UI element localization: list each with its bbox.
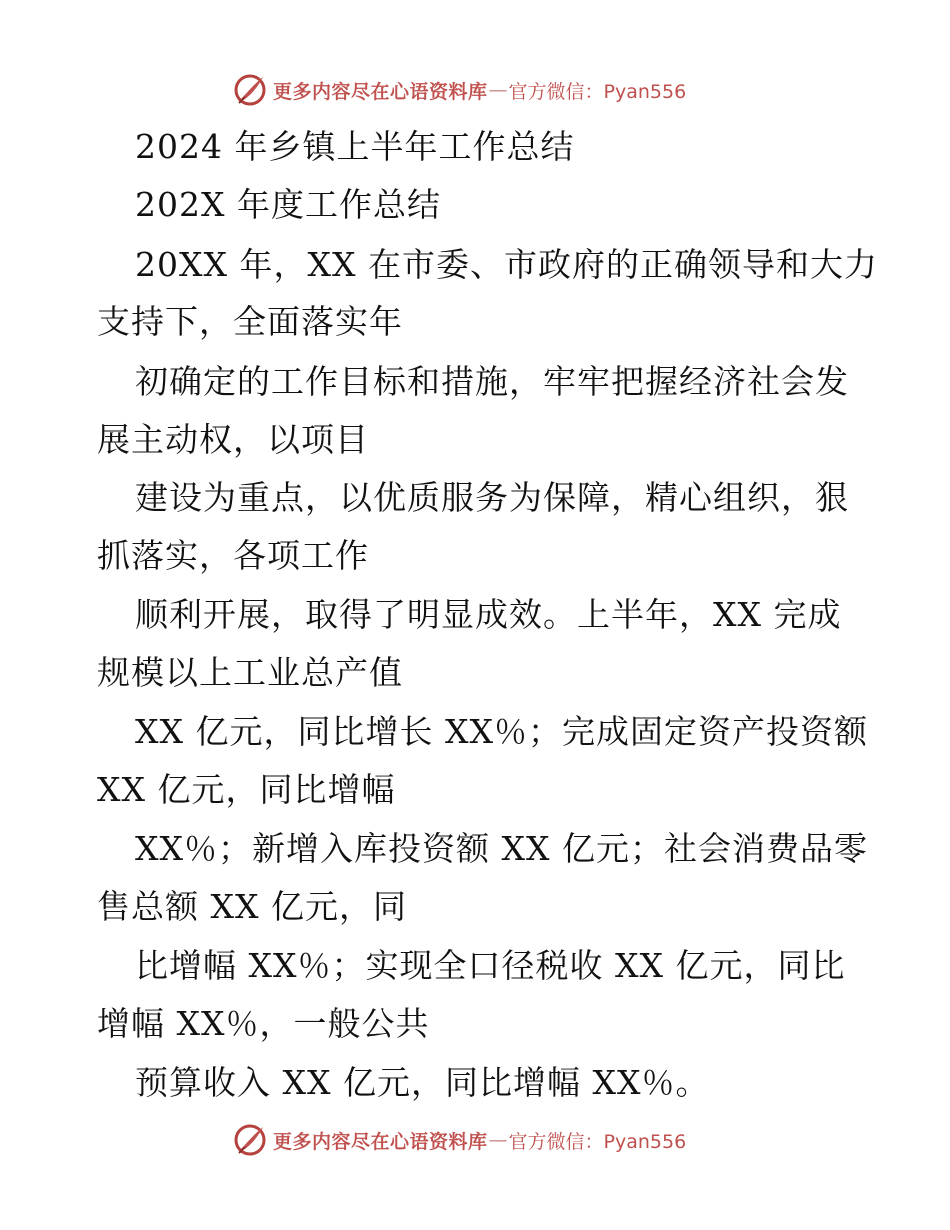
banner-wechat: 官方微信：Pyan556 xyxy=(508,80,687,103)
doc-line: XX 亿元，同比增幅 xyxy=(97,770,396,809)
quill-logo-icon xyxy=(233,73,267,107)
header-banner xyxy=(233,72,686,108)
footer-banner xyxy=(233,1122,686,1158)
quill-logo-icon xyxy=(233,1123,267,1157)
doc-line: 售总额 XX 亿元，同 xyxy=(97,887,407,926)
doc-subtitle: 202X 年度工作总结 xyxy=(135,185,441,224)
doc-line: 比增幅 XX％；实现全口径税收 XX 亿元，同比 xyxy=(135,946,846,985)
doc-line: 建设为重点，以优质服务为保障，精心组织，狠 xyxy=(135,478,849,517)
banner-text: 更多内容尽在心语资料库 xyxy=(273,1130,488,1153)
banner-separator: — xyxy=(488,79,508,101)
doc-line: 规模以上工业总产值 xyxy=(97,653,403,692)
doc-line: XX 亿元，同比增长 XX％；完成固定资产投资额 xyxy=(135,712,868,751)
doc-line: 支持下，全面落实年 xyxy=(97,302,403,341)
doc-line: 20XX 年，XX 在市委、市政府的正确领导和大力 xyxy=(135,245,878,284)
banner-text: 更多内容尽在心语资料库 xyxy=(273,80,488,103)
doc-line: 抓落实，各项工作 xyxy=(97,536,369,575)
banner-wechat: 官方微信：Pyan556 xyxy=(508,1130,687,1153)
doc-line: 初确定的工作目标和措施，牢牢把握经济社会发 xyxy=(135,362,849,401)
doc-title: 2024 年乡镇上半年工作总结 xyxy=(135,127,575,166)
doc-line: 预算收入 XX 亿元，同比增幅 XX％。 xyxy=(135,1063,710,1102)
banner-separator: — xyxy=(488,1129,508,1151)
doc-line: XX％；新增入库投资额 XX 亿元；社会消费品零 xyxy=(135,829,868,868)
doc-line: 展主动权，以项目 xyxy=(97,420,369,459)
doc-line: 增幅 XX％，一般公共 xyxy=(97,1004,430,1043)
doc-line: 顺利开展，取得了明显成效。上半年，XX 完成 xyxy=(135,595,842,634)
